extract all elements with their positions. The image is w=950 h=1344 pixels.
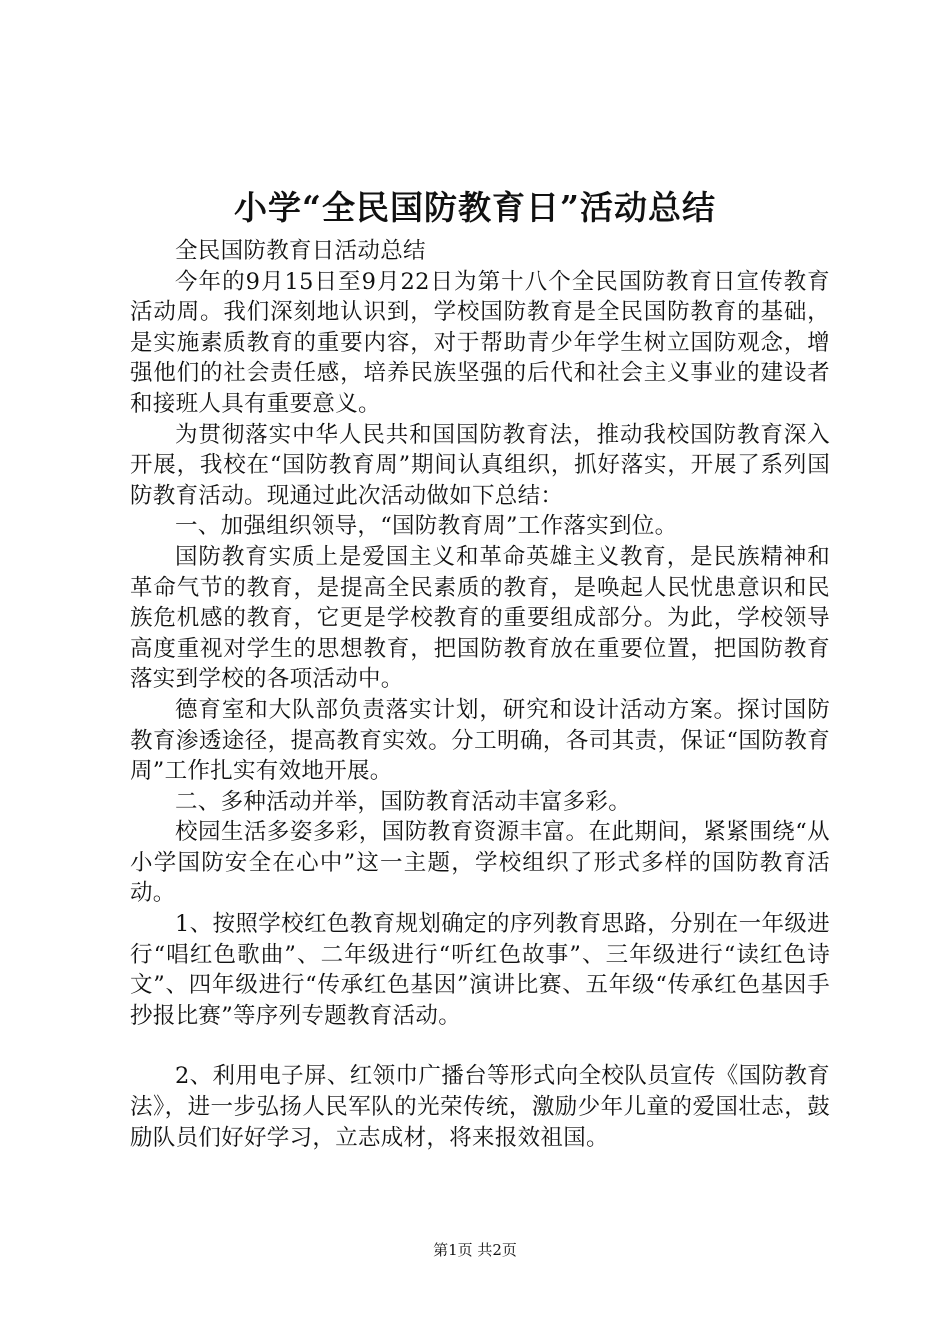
page-footer: 第1页 共2页 xyxy=(433,1241,517,1259)
paragraph-item-2: 2、利用电子屏、红领巾广播台等形式向全校队员宣传《国防教育法》，进一步弘扬人民军队的光荣传统，激励少年儿童的爱国壮志，鼓励队员们好好学习，立志成材，将来报效祖国。 xyxy=(130,1063,830,1151)
paragraph-section2-body: 校园生活多姿多彩，国防教育资源丰富。在此期间，紧紧围绕“从小学国防安全在心中”这一主题，学校组织了形式多样的国防教育活动。 xyxy=(130,819,830,907)
paragraph-subtitle: 全民国防教育日活动总结 xyxy=(175,238,426,264)
paragraph-section1-body: 国防教育实质上是爱国主义和革命英雄主义教育，是民族精神和革命气节的教育，是提高全民素质的教育，是唤起人民忧患意识和民族危机感的教育，它更是学校教育的重要组成部分。为此，学校领导高度重视对学生的思想教育，把国防教育放在重要位置，把国防教育落实到学校的各项活动中。 xyxy=(130,543,830,693)
paragraph-item-1: 1、按照学校红色教育规划确定的序列教育思路，分别在一年级进行“唱红色歌曲”、二年级进行“听红色故事”、三年级进行“读红色诗文”、四年级进行“传承红色基因”演讲比赛、五年级“传承红色基因手抄报比赛”等序列专题教育活动。 xyxy=(130,911,830,1029)
section-heading-2: 二、多种活动并举，国防教育活动丰富多彩。 xyxy=(175,788,632,815)
paragraph-purpose: 为贯彻落实中华人民共和国国防教育法，推动我校国防教育深入开展，我校在“国防教育周”期间认真组织，抓好落实，开展了系列国防教育活动。现通过此次活动做如下总结： xyxy=(130,421,830,509)
document-title: 小学“全民国防教育日”活动总结 xyxy=(234,188,716,227)
paragraph-section1-plan: 德育室和大队部负责落实计划，研究和设计活动方案。探讨国防教育渗透途径，提高教育实效。分工明确，各司其责，保证“国防教育周”工作扎实有效地开展。 xyxy=(130,696,830,785)
section-heading-1: 一、加强组织领导，“国防教育周”工作落实到位。 xyxy=(175,513,678,540)
paragraph-intro: 今年的9月15日至9月22日为第十八个全民国防教育日宣传教育活动周。我们深刻地认识到，学校国防教育是全民国防教育的基础，是实施素质教育的重要内容，对于帮助青少年学生树立国防观念，增强他们的社会责任感，培养民族坚强的后代和社会主义事业的建设者和接班人具有重要意义。 xyxy=(130,268,830,417)
document-body xyxy=(130,236,830,1153)
